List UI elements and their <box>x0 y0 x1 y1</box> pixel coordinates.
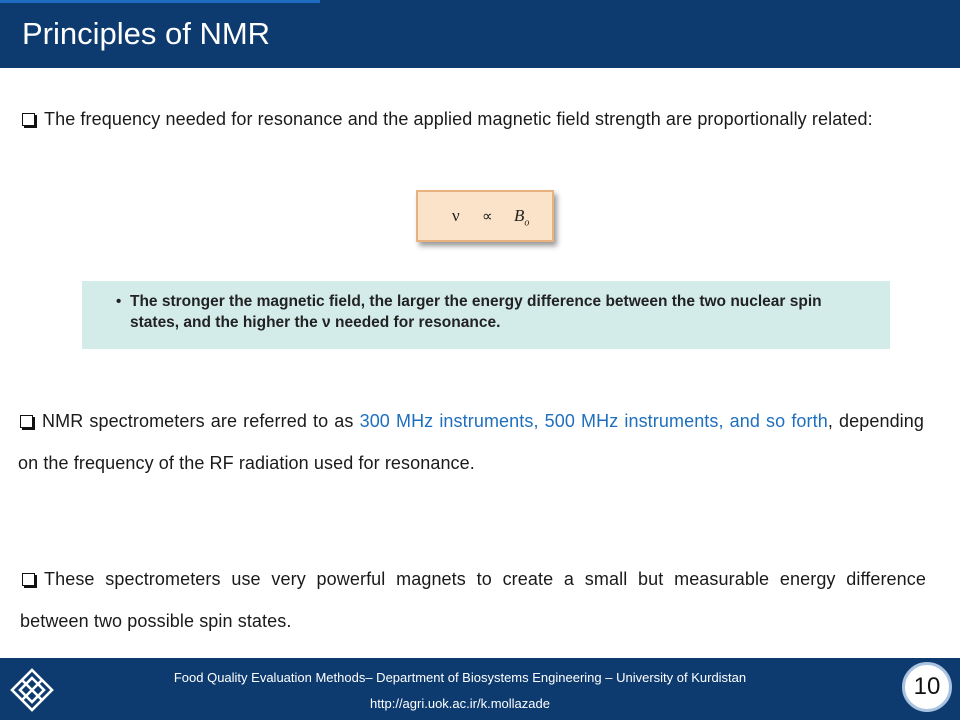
paragraph-magnets <box>20 558 926 642</box>
checkbox-bullet-icon <box>22 573 35 586</box>
formula-b <box>514 206 529 228</box>
paragraph-spectrometers-before: NMR spectrometers are referred to as <box>42 411 360 431</box>
footer-course-info: Food Quality Evaluation Methods– Department of Biosystems Engineering – University of Kurdistan <box>173 670 747 685</box>
checkbox-bullet-icon <box>20 415 33 428</box>
paragraph-proportional-text: The frequency needed for resonance and the applied magnetic field strength are proportionally related: <box>44 109 873 129</box>
checkbox-bullet-icon <box>22 113 35 126</box>
formula-box <box>416 190 554 242</box>
paragraph-spectrometers-after: , depending on the frequency of the RF radiation used for resonance. <box>18 411 925 473</box>
header-accent-line <box>0 0 320 3</box>
university-logo-icon <box>8 666 56 714</box>
note-bullet: • <box>116 293 122 310</box>
formula-b-subscript: o <box>524 217 530 229</box>
paragraph-magnets-text: These spectrometers use very powerful magnets to create a small but measurable energy difference between two possible spin states. <box>20 569 926 631</box>
note-text: The stronger the magnetic field, the larger the energy difference between the two nuclear spin states, and the higher the ν needed for resonance. <box>130 293 822 331</box>
note-box <box>82 281 890 349</box>
paragraph-proportional <box>20 98 926 140</box>
paragraph-spectrometers-highlight: 300 MHz instruments, 500 MHz instruments, and so forth <box>359 411 828 431</box>
slide-title: Principles of NMR <box>22 16 271 51</box>
footer-url: http://agri.uok.ac.ir/k.mollazade <box>370 696 550 711</box>
paragraph-spectrometers <box>18 400 924 484</box>
formula-proportional-sign: ∝ <box>482 209 493 225</box>
formula-b-letter: B <box>514 206 525 225</box>
formula-nu: ν <box>452 206 460 225</box>
page-number-badge: 10 <box>902 662 952 712</box>
